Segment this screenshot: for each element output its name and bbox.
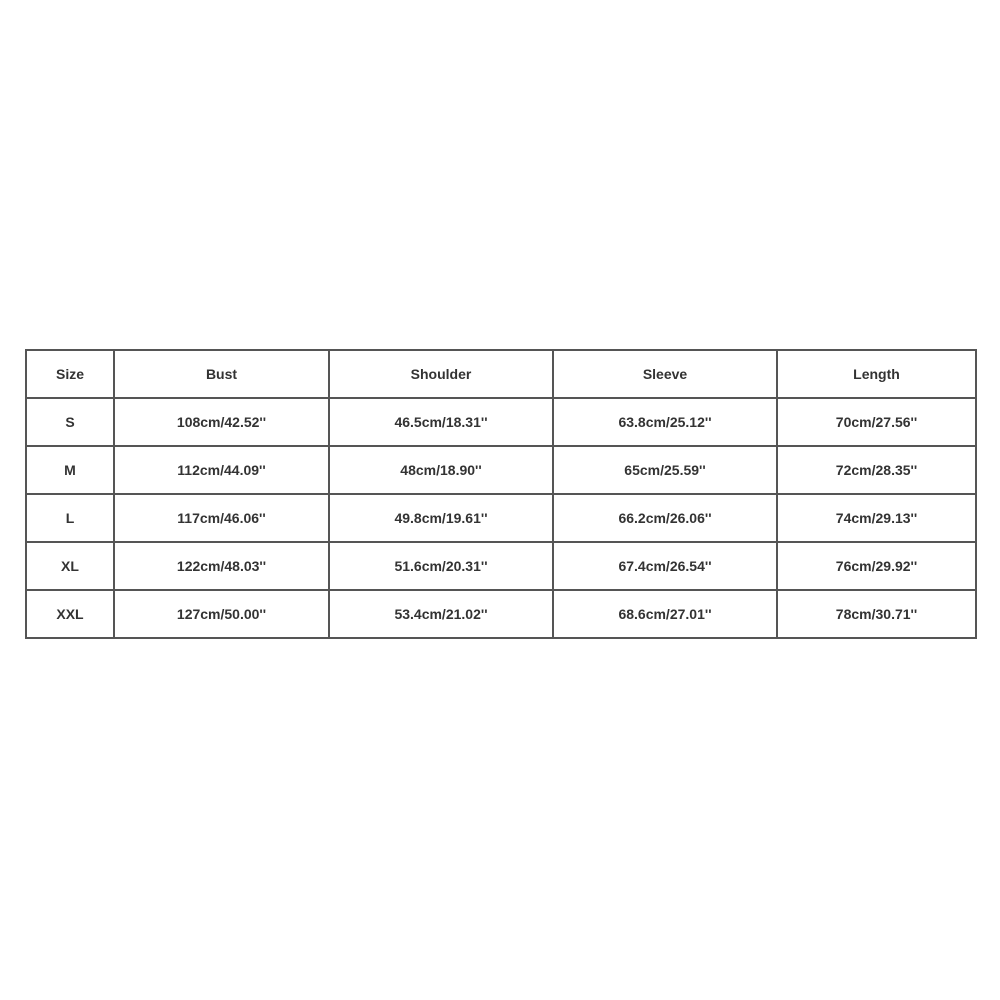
cell-bust: 108cm/42.52''	[114, 398, 329, 446]
table-row	[26, 446, 976, 494]
table-row	[26, 398, 976, 446]
cell-shoulder: 48cm/18.90''	[329, 446, 553, 494]
header-shoulder: Shoulder	[329, 350, 553, 398]
header-bust: Bust	[114, 350, 329, 398]
cell-size: M	[26, 446, 114, 494]
cell-bust: 127cm/50.00''	[114, 590, 329, 638]
cell-size: XXL	[26, 590, 114, 638]
cell-shoulder: 46.5cm/18.31''	[329, 398, 553, 446]
cell-length: 78cm/30.71''	[777, 590, 976, 638]
cell-sleeve: 67.4cm/26.54''	[553, 542, 777, 590]
table-header-row	[26, 350, 976, 398]
header-sleeve: Sleeve	[553, 350, 777, 398]
cell-length: 76cm/29.92''	[777, 542, 976, 590]
table-row	[26, 542, 976, 590]
cell-shoulder: 51.6cm/20.31''	[329, 542, 553, 590]
size-chart-table	[25, 349, 977, 639]
cell-length: 72cm/28.35''	[777, 446, 976, 494]
cell-sleeve: 68.6cm/27.01''	[553, 590, 777, 638]
header-length: Length	[777, 350, 976, 398]
table-row	[26, 590, 976, 638]
cell-bust: 122cm/48.03''	[114, 542, 329, 590]
cell-sleeve: 65cm/25.59''	[553, 446, 777, 494]
cell-sleeve: 63.8cm/25.12''	[553, 398, 777, 446]
cell-size: L	[26, 494, 114, 542]
cell-size: S	[26, 398, 114, 446]
cell-length: 70cm/27.56''	[777, 398, 976, 446]
cell-size: XL	[26, 542, 114, 590]
table-row	[26, 494, 976, 542]
cell-shoulder: 49.8cm/19.61''	[329, 494, 553, 542]
cell-shoulder: 53.4cm/21.02''	[329, 590, 553, 638]
header-size: Size	[26, 350, 114, 398]
cell-sleeve: 66.2cm/26.06''	[553, 494, 777, 542]
cell-bust: 117cm/46.06''	[114, 494, 329, 542]
cell-bust: 112cm/44.09''	[114, 446, 329, 494]
cell-length: 74cm/29.13''	[777, 494, 976, 542]
